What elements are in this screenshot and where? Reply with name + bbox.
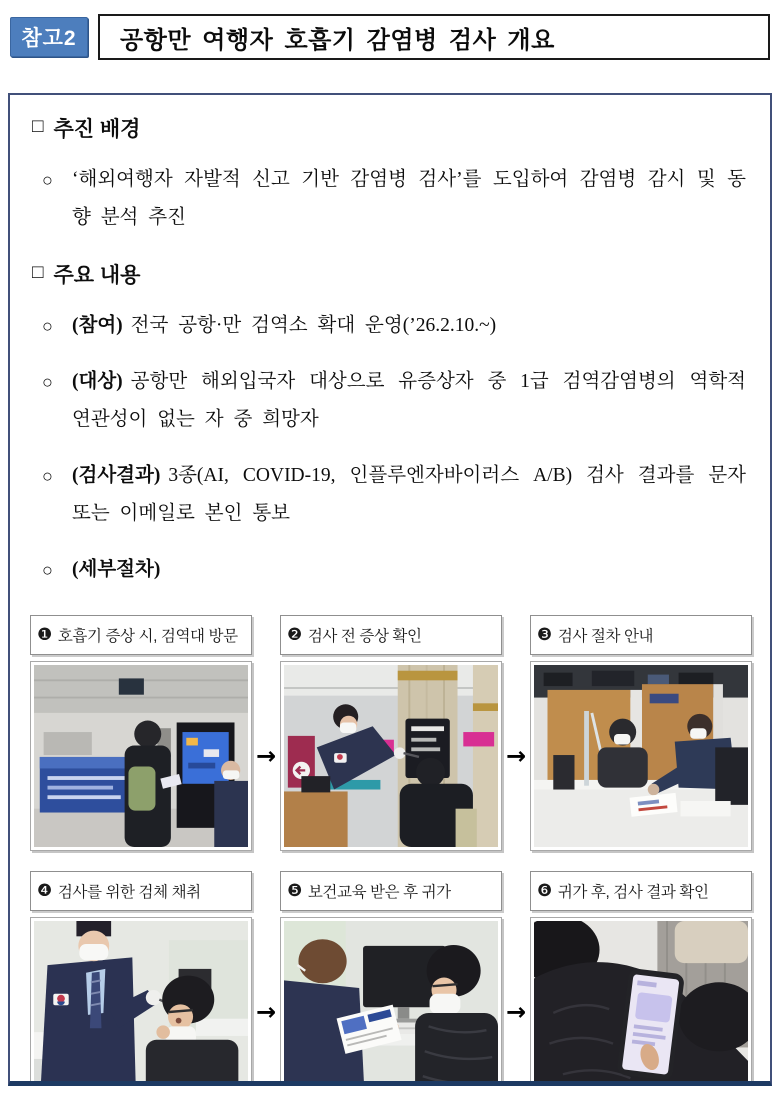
right-arrow-icon: →	[505, 742, 527, 770]
quarantine-desk-visit-illustration	[34, 665, 248, 847]
square-bullet-icon: □	[32, 116, 44, 137]
bullet-participation	[42, 307, 746, 345]
bullet-text: ‘해외여행자 자발적 신고 기반 감염병 검사’를 도입하여 감염병 감시 및 동향 분석 추진	[72, 169, 746, 228]
specimen-collection-illustration	[34, 921, 248, 1086]
photo-result-check-phone	[530, 917, 752, 1086]
circled-number-icon: ❻	[537, 881, 552, 900]
photo-health-education	[280, 917, 502, 1086]
photo-quarantine-desk-visit	[30, 661, 252, 851]
step-caption	[30, 871, 252, 911]
procedure-step-2	[280, 615, 502, 851]
bullet-tag: (참여)	[72, 315, 123, 336]
arrow-step2-to-step3	[502, 615, 530, 851]
circle-bullet-icon: ○	[42, 466, 53, 486]
step-caption	[30, 615, 252, 655]
circled-number-icon: ❶	[37, 625, 52, 644]
section-heading-main	[32, 259, 752, 289]
procedure-step-3	[530, 615, 752, 851]
photo-procedure-guidance	[530, 661, 752, 851]
right-arrow-icon: →	[255, 998, 277, 1026]
arrow-step1-to-step2	[252, 615, 280, 851]
circled-number-icon: ❸	[537, 625, 552, 644]
photo-symptom-check	[280, 661, 502, 851]
circle-bullet-icon: ○	[42, 170, 53, 190]
circle-bullet-icon: ○	[42, 372, 53, 392]
section-heading-label: 주요 내용	[53, 264, 141, 287]
bullet-detail-procedure	[42, 551, 746, 589]
bullet-text: (대상) 공항만 해외입국자 대상으로 유증상자 중 1급 검역감염병의 역학적 연관성이 없는 자 중 희망자	[72, 371, 746, 430]
procedure-grid	[30, 615, 752, 1086]
symptom-check-illustration	[284, 665, 498, 847]
step-caption	[530, 871, 752, 911]
right-arrow-icon: →	[255, 742, 277, 770]
arrow-step4-to-step5	[252, 871, 280, 1086]
bullet-test-result	[42, 457, 746, 533]
procedure-step-5	[280, 871, 502, 1086]
bullet-text: (참여) 전국 공항·만 검역소 확대 운영(’26.2.10.~)	[72, 315, 497, 336]
circled-number-icon: ❷	[287, 625, 302, 644]
page-title: 공항만 여행자 호흡기 감염병 검사 개요	[98, 14, 770, 60]
right-arrow-icon: →	[505, 998, 527, 1026]
square-bullet-icon: □	[32, 262, 44, 283]
step-caption-label: 귀가 후, 검사 결과 확인	[557, 884, 709, 901]
step-caption-label: 호흡기 증상 시, 검역대 방문	[57, 628, 238, 645]
arrow-step5-to-step6	[502, 871, 530, 1086]
bullet-text	[72, 551, 746, 589]
step-caption-label: 검사 절차 안내	[557, 628, 654, 645]
step-caption-label: 검사 전 증상 확인	[307, 628, 422, 645]
bullet-tag: (세부절차)	[72, 559, 161, 580]
bullet-tag: (검사결과)	[72, 465, 161, 486]
procedure-step-6	[530, 871, 752, 1086]
procedure-step-4	[30, 871, 252, 1086]
bullet-tag: (대상)	[72, 371, 123, 392]
step-caption	[530, 615, 752, 655]
result-check-phone-illustration	[534, 921, 748, 1086]
circle-bullet-icon: ○	[42, 560, 53, 580]
section-heading-background	[32, 113, 752, 143]
procedure-step-1	[30, 615, 252, 851]
bullet-target	[42, 363, 746, 439]
procedure-guidance-illustration	[534, 665, 748, 847]
circled-number-icon: ❺	[287, 881, 302, 900]
content-box	[8, 93, 772, 1086]
section-heading-label: 추진 배경	[53, 118, 141, 141]
step-caption-label: 보건교육 받은 후 귀가	[307, 884, 451, 901]
health-education-illustration	[284, 921, 498, 1086]
reference-badge: 참고2	[10, 17, 88, 57]
step-caption	[280, 615, 502, 655]
bullet-text: (검사결과) 3종(AI, COVID-19, 인플루엔자바이러스 A/B) 검사 결과를 문자 또는 이메일로 본인 통보	[72, 465, 746, 524]
bullet-background	[42, 161, 746, 237]
step-caption-label: 검사를 위한 검체 채취	[57, 884, 201, 901]
document-header	[10, 14, 770, 58]
photo-specimen-collection	[30, 917, 252, 1086]
circled-number-icon: ❹	[37, 881, 52, 900]
circle-bullet-icon: ○	[42, 316, 53, 336]
step-caption	[280, 871, 502, 911]
